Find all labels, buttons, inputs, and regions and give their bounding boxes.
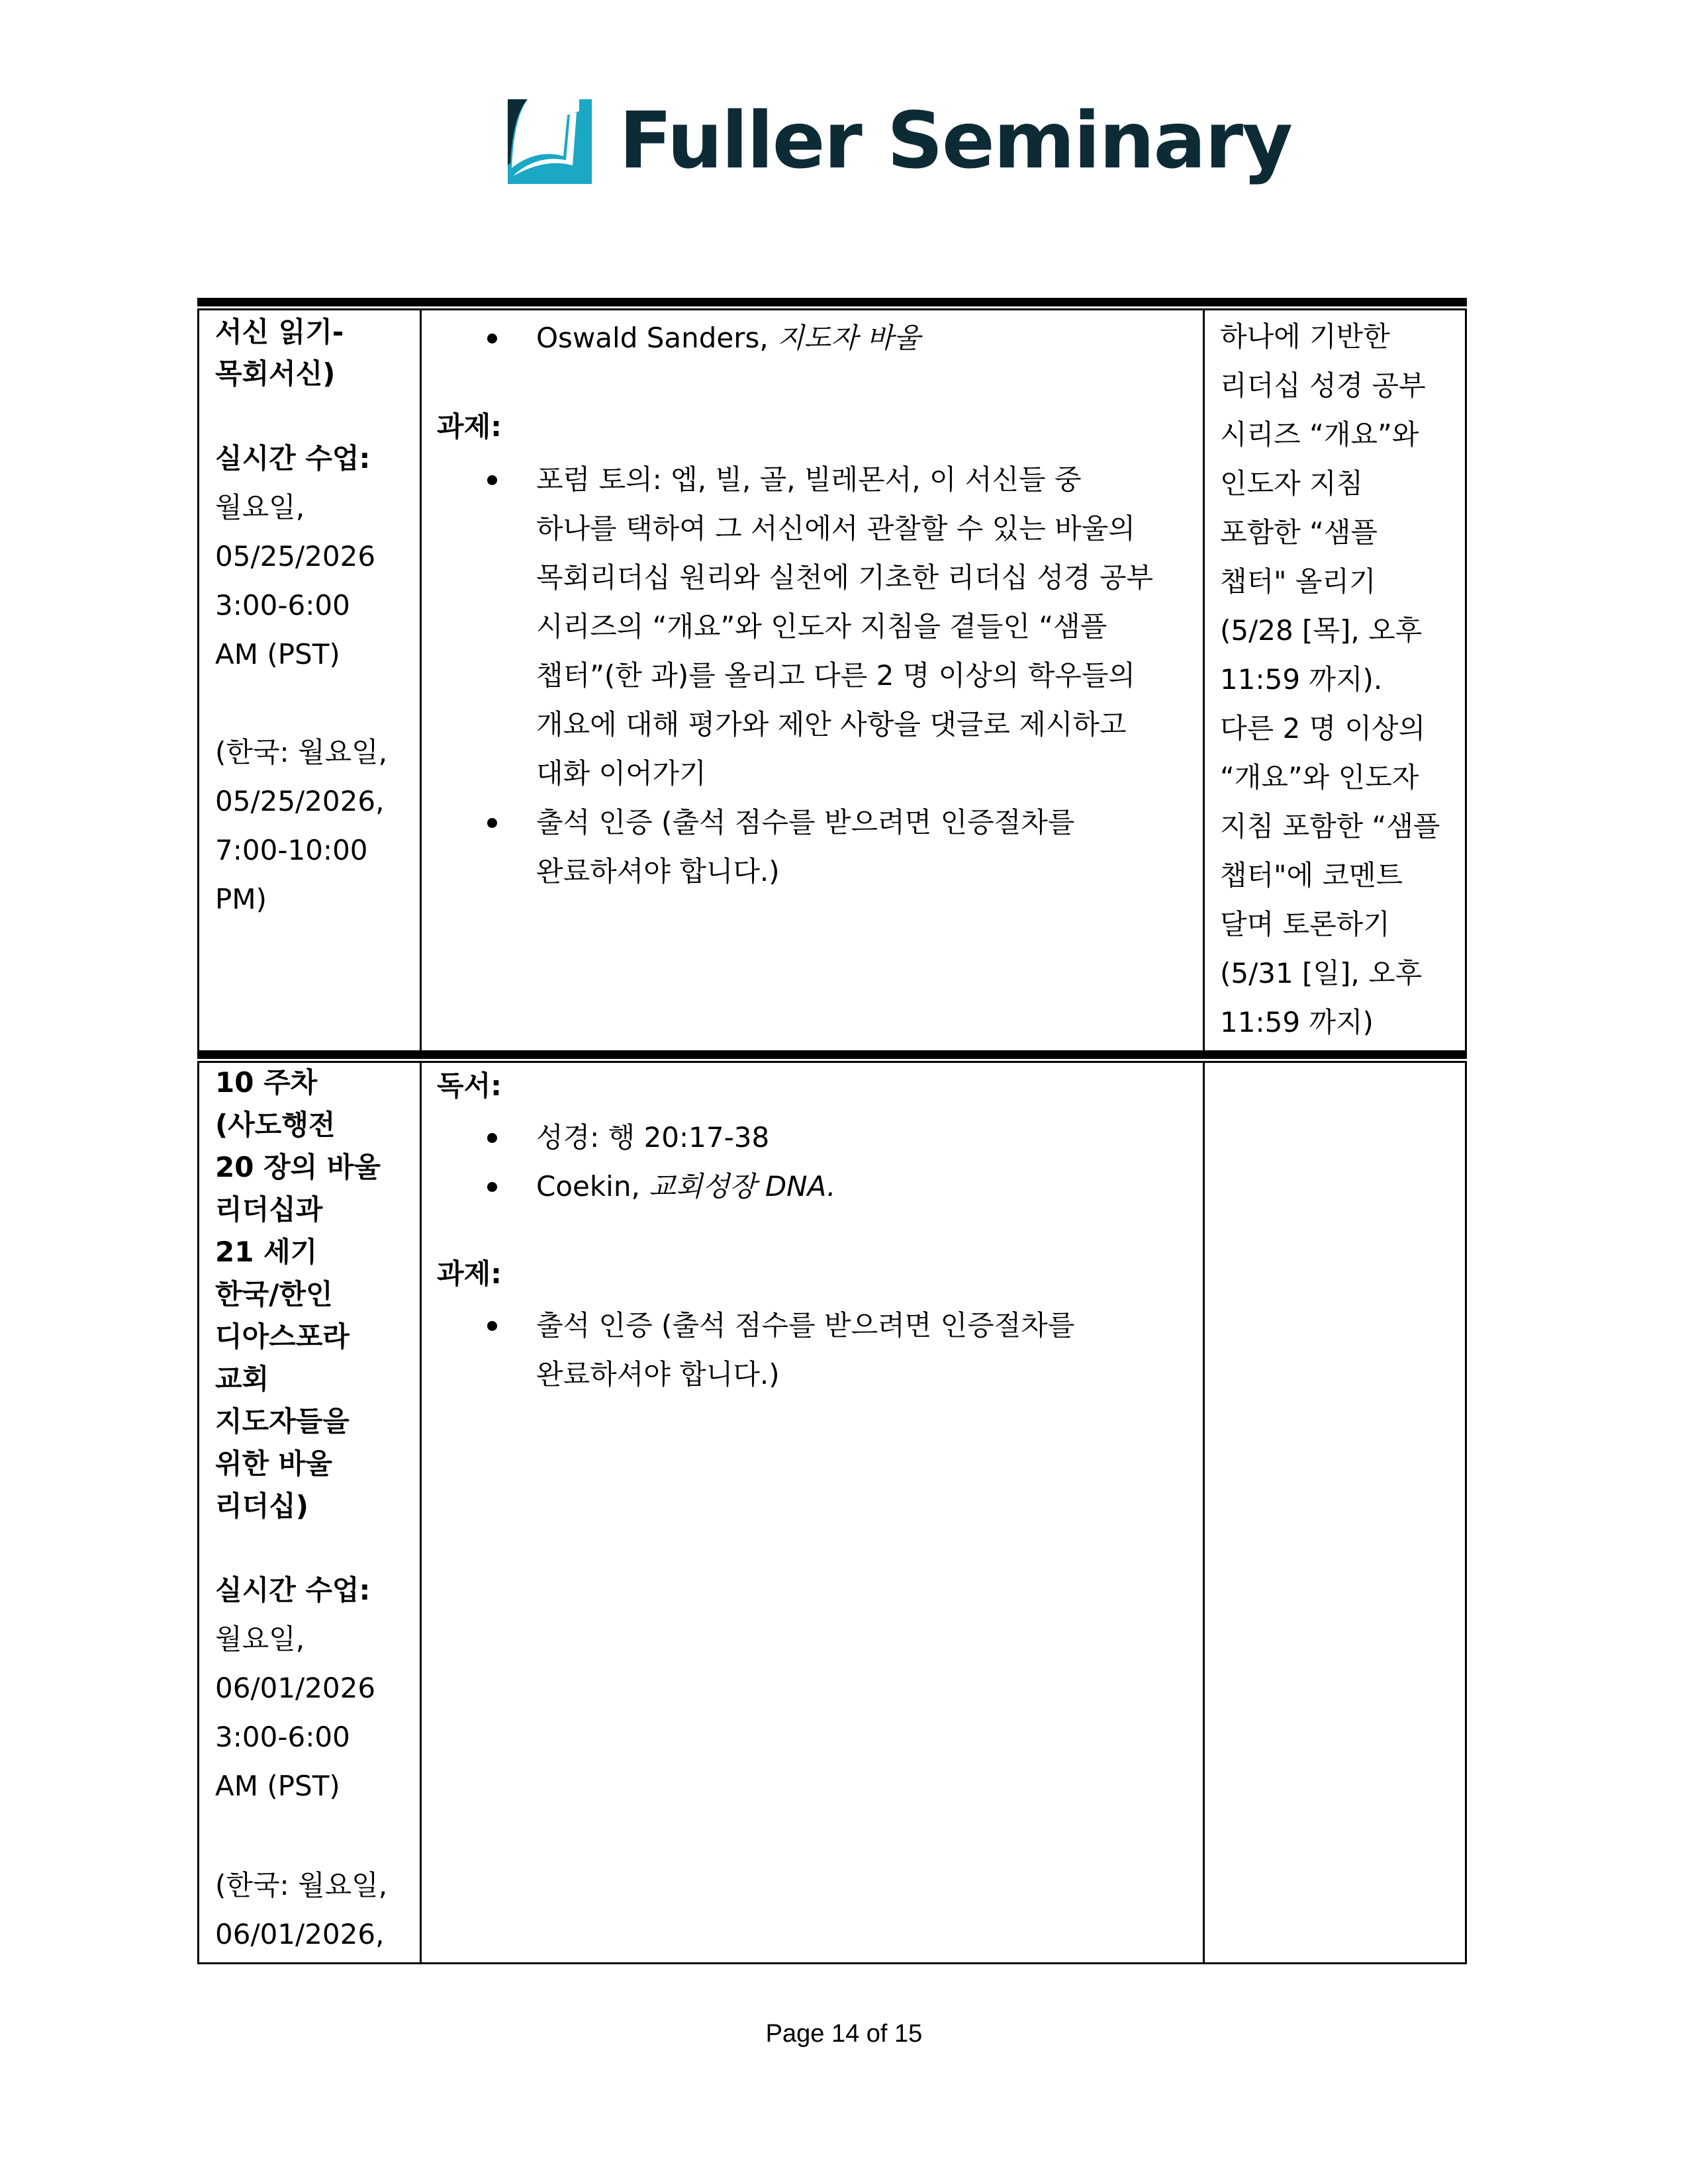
week-title-line: 20 장의 바울	[215, 1151, 381, 1183]
assignment-line: 대화 이어가기	[536, 757, 706, 790]
bullet-icon	[487, 818, 497, 828]
reading-author: Oswald Sanders,	[536, 322, 778, 354]
table-left-border	[197, 308, 199, 1050]
due-line: 하나에 기반한	[1220, 320, 1390, 353]
assignment-line: 목회리더십 원리와 실천에 기초한 리더십 성경 공부	[536, 561, 1154, 594]
due-line: 11:59 까지).	[1220, 663, 1383, 696]
class-time-line: 05/25/2026	[215, 540, 376, 572]
class-time-line: AM (PST)	[215, 638, 340, 670]
due-line: 다른 2 명 이상의	[1220, 712, 1426, 745]
book-logo-icon	[508, 99, 592, 184]
assignment-line: 출석 인증 (출석 점수를 받으려면 인증절차를	[536, 1309, 1075, 1342]
week-title-line: 10 주차	[215, 1066, 318, 1099]
week-title-line: 교회	[215, 1363, 269, 1395]
bullet-icon	[487, 1182, 497, 1192]
due-line: 달며 토론하기	[1220, 908, 1390, 940]
week-title-line: 리더십과	[215, 1193, 323, 1226]
assignment-line: 하나를 택하여 그 서신에서 관찰할 수 있는 바울의	[536, 512, 1135, 545]
due-line: 지침 포함한 “샘플	[1220, 810, 1440, 842]
class-time-line: 월요일,	[215, 1623, 305, 1655]
column-divider-1	[420, 308, 422, 1050]
korea-time-line: (한국: 월요일,	[215, 1869, 388, 1901]
due-line: (5/31 [일], 오후	[1220, 957, 1423, 989]
week-title-line: 리더십)	[215, 1490, 308, 1522]
bullet-icon	[487, 1133, 497, 1143]
reading-item	[536, 1162, 835, 1211]
fuller-seminary-logo	[508, 95, 1292, 186]
week-title-line: 위한 바울	[215, 1447, 332, 1480]
logo-text: Fuller Seminary	[619, 95, 1292, 186]
assignment-line: 챕터”(한 과)를 올리고 다른 2 명 이상의 학우들의	[536, 659, 1136, 692]
row-separator-thin	[197, 1061, 1467, 1063]
table-top-thick-border	[197, 298, 1467, 306]
due-line: (5/28 [목], 오후	[1220, 614, 1423, 647]
table-bottom-border	[197, 1962, 1467, 1964]
due-line: 챕터"에 코멘트	[1220, 859, 1403, 891]
korea-time-line: 7:00-10:00	[215, 834, 368, 866]
due-line: 인도자 지침	[1220, 467, 1364, 500]
row-separator-thick	[197, 1050, 1467, 1059]
bullet-icon	[487, 1321, 497, 1331]
bullet-icon	[487, 475, 497, 485]
week-title-line: 목회서신)	[215, 357, 336, 390]
korea-time-line: PM)	[215, 883, 267, 915]
reading-title: 교회성장 DNA.	[649, 1170, 836, 1203]
assignment-line: 완료하셔야 합니다.)	[536, 855, 780, 887]
korea-time-line: 05/25/2026,	[215, 785, 385, 817]
assignment-line: 시리즈의 “개요”와 인도자 지침을 곁들인 “샘플	[536, 610, 1107, 643]
korea-time-line: 06/01/2026,	[215, 1918, 385, 1950]
reading-item: 성경: 행 20:17-38	[536, 1121, 770, 1154]
column-divider-1-row2	[420, 1061, 422, 1964]
assignment-line: 출석 인증 (출석 점수를 받으려면 인증절차를	[536, 806, 1075, 839]
class-time-line: 06/01/2026	[215, 1672, 376, 1704]
due-line: 11:59 까지)	[1220, 1006, 1374, 1038]
korea-time-line: (한국: 월요일,	[215, 736, 388, 768]
live-class-label: 실시간 수업:	[215, 1574, 371, 1606]
table-left-border-row2	[197, 1061, 199, 1964]
assignment-line: 개요에 대해 평가와 제안 사항을 댓글로 제시하고	[536, 708, 1127, 741]
due-line: 챕터" 올리기	[1220, 565, 1376, 598]
week-title-line: (사도행전	[215, 1109, 336, 1141]
column-divider-2	[1203, 308, 1205, 1050]
bullet-icon	[487, 334, 497, 343]
class-time-line: AM (PST)	[215, 1770, 340, 1802]
class-time-line: 3:00-6:00	[215, 589, 350, 621]
class-time-line: 3:00-6:00	[215, 1721, 350, 1753]
class-time-line: 월요일,	[215, 491, 305, 523]
week-title-line: 한국/한인	[215, 1278, 333, 1310]
due-line: 리더십 성경 공부	[1220, 369, 1426, 402]
week-title-line: 21 세기	[215, 1236, 318, 1268]
assignment-line: 완료하셔야 합니다.)	[536, 1358, 780, 1390]
table-top-thin-border	[197, 308, 1467, 310]
due-line: “개요”와 인도자	[1220, 761, 1419, 794]
reading-title: 지도자 바울	[777, 322, 921, 354]
reading-label: 독서:	[437, 1069, 502, 1102]
table-right-border	[1465, 308, 1467, 1050]
week-title-line: 서신 읽기-	[215, 316, 344, 348]
reading-author: Coekin,	[536, 1170, 649, 1203]
assignments-label: 과제:	[437, 1257, 502, 1290]
due-line: 포함한 “샘플	[1220, 516, 1378, 549]
due-line: 시리즈 “개요”와	[1220, 418, 1419, 451]
assignment-line: 포럼 토의: 엡, 빌, 골, 빌레몬서, 이 서신들 중	[536, 463, 1082, 496]
live-class-label: 실시간 수업:	[215, 442, 371, 475]
assignments-label: 과제:	[437, 410, 502, 443]
column-divider-2-row2	[1203, 1061, 1205, 1964]
week-title-line: 디아스포라	[215, 1320, 350, 1353]
reading-item	[536, 314, 920, 363]
table-right-border-row2	[1465, 1061, 1467, 1964]
page-number: Page 14 of 15	[765, 2020, 923, 2048]
week-title-line: 지도자들을	[215, 1405, 350, 1437]
